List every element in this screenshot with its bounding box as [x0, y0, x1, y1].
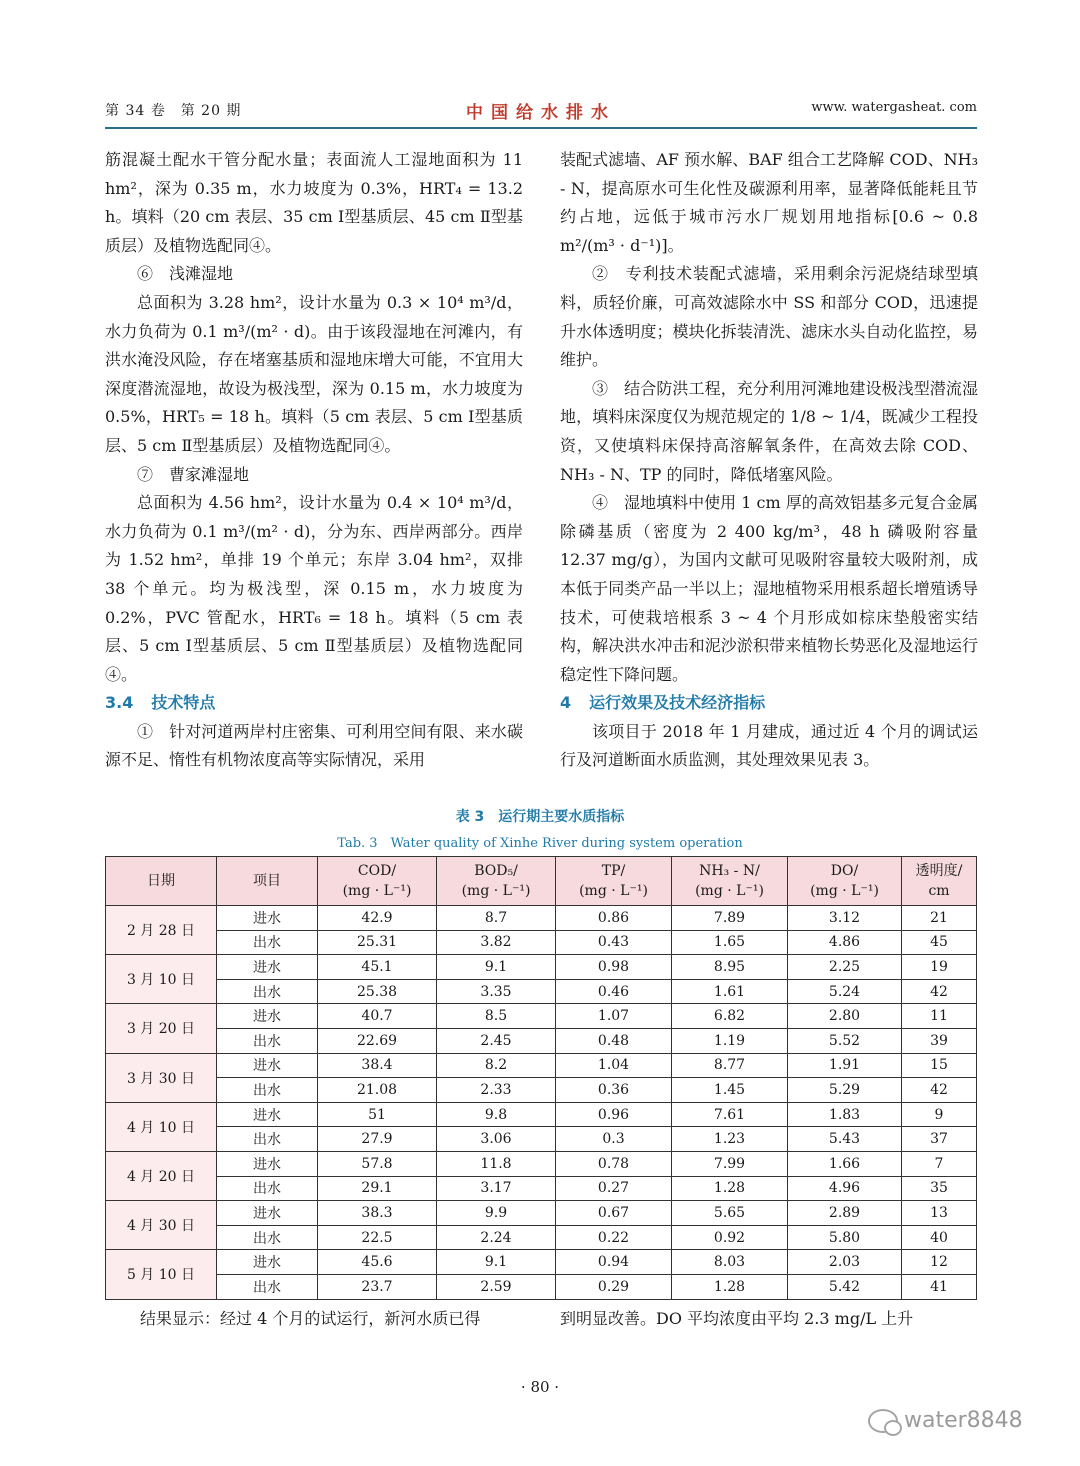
date-cell: 3 月 20 日 — [106, 1004, 217, 1053]
section-heading-3-4: 3.4 技术特点 — [105, 693, 216, 713]
value-cell: 57.8 — [318, 1151, 437, 1176]
value-cell: 25.38 — [318, 979, 437, 1004]
value-cell: 0.22 — [556, 1225, 672, 1250]
value-cell: 5.80 — [788, 1225, 902, 1250]
item-cell: 出水 — [217, 1028, 318, 1053]
header-date: 日期 — [106, 857, 217, 906]
watermark — [868, 1408, 1023, 1433]
value-cell: 5.52 — [788, 1028, 902, 1053]
paragraph: ① 针对河道两岸村庄密集、可利用空间有限、来水碳源不足、惰性有机物浓度高等实际情况，采用 — [105, 721, 523, 770]
table-row — [106, 1151, 977, 1176]
page-number: · 80 · — [520, 1378, 560, 1396]
value-cell: 1.65 — [672, 930, 788, 955]
table-caption-en: Tab. 3 Water quality of Xinhe River during system operation — [337, 836, 743, 851]
table-row — [106, 955, 977, 980]
value-cell: 42.9 — [318, 906, 437, 931]
value-cell: 0.43 — [556, 930, 672, 955]
value-cell: 9.1 — [437, 955, 556, 980]
value-cell: 1.61 — [672, 979, 788, 1004]
value-cell: 1.28 — [672, 1274, 788, 1299]
table-row — [106, 1053, 977, 1078]
item-cell: 进水 — [217, 906, 318, 931]
value-cell: 8.7 — [437, 906, 556, 931]
value-cell: 9.8 — [437, 1102, 556, 1127]
table-row — [106, 1078, 977, 1103]
value-cell: 4.96 — [788, 1176, 902, 1201]
value-cell: 1.83 — [788, 1102, 902, 1127]
table-row — [106, 1274, 977, 1299]
value-cell: 22.69 — [318, 1028, 437, 1053]
header-tp: TP/ (mg · L⁻¹) — [556, 857, 672, 906]
value-cell: 0.86 — [556, 906, 672, 931]
paragraph: 装配式滤墙、AF 预水解、BAF 组合工艺降解 COD、NH₃ - N，提高原水可生化性及碳源利用率，显著降低能耗且节约占地，远低于城市污水厂规划用地指标[0.6 ~ 0.8 m²/(m³ · d⁻¹)]。 — [560, 150, 978, 255]
value-cell: 41 — [902, 1274, 977, 1299]
paragraph: ② 专利技术装配式滤墙，采用剩余污泥烧结球型填料，质轻价廉，可高效滤除水中 SS 和部分 COD，迅速提升水体透明度；模块化拆装清洗、滤床水头自动化监控，易维护。 — [560, 264, 978, 370]
value-cell: 5.65 — [672, 1201, 788, 1226]
value-cell: 0.36 — [556, 1078, 672, 1103]
value-cell: 1.91 — [788, 1053, 902, 1078]
value-cell: 13 — [902, 1201, 977, 1226]
subheading-7: ⑦ 曹家滩湿地 — [137, 464, 250, 484]
value-cell: 8.77 — [672, 1053, 788, 1078]
item-cell: 出水 — [217, 1127, 318, 1152]
item-cell: 出水 — [217, 1176, 318, 1201]
header-bod5: BOD₅/ (mg · L⁻¹) — [437, 857, 556, 906]
item-cell: 出水 — [217, 1225, 318, 1250]
value-cell: 2.25 — [788, 955, 902, 980]
value-cell: 40.7 — [318, 1004, 437, 1029]
header-do: DO/ (mg · L⁻¹) — [788, 857, 902, 906]
value-cell: 1.19 — [672, 1028, 788, 1053]
value-cell: 0.29 — [556, 1274, 672, 1299]
value-cell: 29.1 — [318, 1176, 437, 1201]
item-cell: 进水 — [217, 955, 318, 980]
paragraph: 筋混凝土配水干管分配水量；表面流人工湿地面积为 11 hm²，深为 0.35 m，水力坡度为 0.3%，HRT₄ = 13.2 h。填料（20 cm 表层、35 cm Ⅰ型基质层、45 cm Ⅱ型基质层）及植物选配同④。 — [105, 150, 523, 255]
value-cell: 2.45 — [437, 1028, 556, 1053]
value-cell: 37 — [902, 1127, 977, 1152]
table-row — [106, 1102, 977, 1127]
value-cell: 0.96 — [556, 1102, 672, 1127]
table-row — [106, 1250, 977, 1275]
value-cell: 7.99 — [672, 1151, 788, 1176]
value-cell: 1.28 — [672, 1176, 788, 1201]
value-cell: 7.61 — [672, 1102, 788, 1127]
value-cell: 15 — [902, 1053, 977, 1078]
date-cell: 4 月 10 日 — [106, 1102, 217, 1151]
value-cell: 5.43 — [788, 1127, 902, 1152]
item-cell: 进水 — [217, 1053, 318, 1078]
paragraph: 总面积为 3.28 hm²，设计水量为 0.3 × 10⁴ m³/d，水力负荷为 0.1 m³/(m² · d)。由于该段湿地在河滩内，有洪水淹没风险，存在堵塞基质和湿地床增大可能，不宜用大深度潜流湿地，故设为极浅型，深为 0.15 m，水力坡度为 0.5%，HRT₅ = 18 h。填料（5 cm 表层、5 cm Ⅰ型基质层、5 cm Ⅱ型基质层）及植物选配同④。 — [105, 292, 523, 455]
value-cell: 0.46 — [556, 979, 672, 1004]
value-cell: 8.2 — [437, 1053, 556, 1078]
section-heading-4: 4 运行效果及技术经济指标 — [560, 693, 766, 713]
value-cell: 11.8 — [437, 1151, 556, 1176]
item-cell: 进水 — [217, 1102, 318, 1127]
value-cell: 9.9 — [437, 1201, 556, 1226]
value-cell: 12 — [902, 1250, 977, 1275]
value-cell: 2.89 — [788, 1201, 902, 1226]
left-column — [105, 146, 523, 775]
item-cell: 进水 — [217, 1201, 318, 1226]
value-cell: 23.7 — [318, 1274, 437, 1299]
value-cell: 0.48 — [556, 1028, 672, 1053]
watermark-text: water8848 — [904, 1408, 1023, 1433]
value-cell: 38.3 — [318, 1201, 437, 1226]
header-item: 项目 — [217, 857, 318, 906]
value-cell: 0.98 — [556, 955, 672, 980]
value-cell: 38.4 — [318, 1053, 437, 1078]
item-cell: 进水 — [217, 1250, 318, 1275]
right-column — [560, 146, 978, 775]
bottom-left-text: 结果显示：经过 4 个月的试运行，新河水质已得 — [140, 1309, 481, 1328]
journal-title: 中国给水排水 — [466, 103, 616, 123]
value-cell: 9.1 — [437, 1250, 556, 1275]
table-row — [106, 1225, 977, 1250]
value-cell: 7 — [902, 1151, 977, 1176]
value-cell: 40 — [902, 1225, 977, 1250]
value-cell: 0.78 — [556, 1151, 672, 1176]
table-body — [106, 906, 977, 1300]
value-cell: 42 — [902, 1078, 977, 1103]
value-cell: 7.89 — [672, 906, 788, 931]
value-cell: 8.03 — [672, 1250, 788, 1275]
item-cell: 出水 — [217, 979, 318, 1004]
table-row — [106, 1127, 977, 1152]
date-cell: 4 月 20 日 — [106, 1151, 217, 1200]
paragraph: ④ 湿地填料中使用 1 cm 厚的高效铝基多元复合金属除磷基质（密度为 2 400 kg/m³，48 h 磷吸附容量 12.37 mg/g），为国内文献可见吸附容量较大吸附剂，成本低于同类产品一半以上；湿地植物采用根系超长增殖诱导技术，可使栽培根系 3 ~ 4 个月形成如棕床垫般密实结构，解决洪水冲击和泥沙淤积带来植物长势恶化及湿地运行稳定性下降问题。 — [560, 493, 978, 684]
value-cell: 35 — [902, 1176, 977, 1201]
value-cell: 39 — [902, 1028, 977, 1053]
paragraph: 总面积为 4.56 hm²，设计水量为 0.4 × 10⁴ m³/d，水力负荷为 0.1 m³/(m² · d)，分为东、西岸两部分。西岸为 1.52 hm²，单排 19 个单元；东岸 3.04 hm²，双排 38 个单元。均为极浅型，深 0.15 m，水力坡度为 0.2%，PVC 管配水，HRT₆ = 18 h。填料（5 cm 表层、5 cm Ⅰ型基质层、5 cm Ⅱ型基质层）及植物选配同④。 — [105, 493, 523, 684]
item-cell: 出水 — [217, 1078, 318, 1103]
table-header-row — [106, 857, 977, 906]
value-cell: 1.45 — [672, 1078, 788, 1103]
value-cell: 9 — [902, 1102, 977, 1127]
value-cell: 1.07 — [556, 1004, 672, 1029]
value-cell: 2.80 — [788, 1004, 902, 1029]
running-header — [105, 100, 977, 126]
item-cell: 出水 — [217, 1274, 318, 1299]
value-cell: 19 — [902, 955, 977, 980]
table-row — [106, 1028, 977, 1053]
value-cell: 5.29 — [788, 1078, 902, 1103]
value-cell: 2.03 — [788, 1250, 902, 1275]
value-cell: 0.3 — [556, 1127, 672, 1152]
date-cell: 3 月 10 日 — [106, 955, 217, 1004]
table-row — [106, 1201, 977, 1226]
item-cell: 进水 — [217, 1151, 318, 1176]
table-row — [106, 1176, 977, 1201]
value-cell: 2.59 — [437, 1274, 556, 1299]
value-cell: 21.08 — [318, 1078, 437, 1103]
subheading-6: ⑥ 浅滩湿地 — [137, 264, 234, 284]
item-cell: 出水 — [217, 930, 318, 955]
value-cell: 3.17 — [437, 1176, 556, 1201]
header-rule — [105, 127, 977, 129]
value-cell: 0.67 — [556, 1201, 672, 1226]
value-cell: 0.94 — [556, 1250, 672, 1275]
header-nh3n: NH₃ - N/ (mg · L⁻¹) — [672, 857, 788, 906]
value-cell: 4.86 — [788, 930, 902, 955]
value-cell: 0.27 — [556, 1176, 672, 1201]
value-cell: 3.35 — [437, 979, 556, 1004]
value-cell: 5.24 — [788, 979, 902, 1004]
value-cell: 3.12 — [788, 906, 902, 931]
table-row — [106, 906, 977, 931]
journal-website[interactable]: www. watergasheat. com — [811, 100, 977, 115]
item-cell: 进水 — [217, 1004, 318, 1029]
value-cell: 1.66 — [788, 1151, 902, 1176]
value-cell: 45 — [902, 930, 977, 955]
date-cell: 3 月 30 日 — [106, 1053, 217, 1102]
volume-issue: 第 34 卷 第 20 期 — [105, 103, 242, 119]
value-cell: 8.95 — [672, 955, 788, 980]
value-cell: 11 — [902, 1004, 977, 1029]
table-row — [106, 1004, 977, 1029]
date-cell: 5 月 10 日 — [106, 1250, 217, 1299]
value-cell: 3.06 — [437, 1127, 556, 1152]
header-cod: COD/ (mg · L⁻¹) — [318, 857, 437, 906]
value-cell: 22.5 — [318, 1225, 437, 1250]
value-cell: 25.31 — [318, 930, 437, 955]
value-cell: 0.92 — [672, 1225, 788, 1250]
value-cell: 8.5 — [437, 1004, 556, 1029]
value-cell: 27.9 — [318, 1127, 437, 1152]
value-cell: 3.82 — [437, 930, 556, 955]
bottom-right-text: 到明显改善。DO 平均浓度由平均 2.3 mg/L 上升 — [560, 1309, 914, 1328]
paragraph: ③ 结合防洪工程，充分利用河滩地建设极浅型潜流湿地，填料床深度仅为规范规定的 1/8 ~ 1/4，既减少工程投资，又使填料床保持高溶解氧条件，在高效去除 COD、NH₃ - N、TP 的同时，降低堵塞风险。 — [560, 378, 978, 484]
value-cell: 5.42 — [788, 1274, 902, 1299]
table-caption-cn: 表 3 运行期主要水质指标 — [455, 809, 625, 825]
table-row — [106, 979, 977, 1004]
value-cell: 45.6 — [318, 1250, 437, 1275]
value-cell: 1.04 — [556, 1053, 672, 1078]
table-row — [106, 930, 977, 955]
date-cell: 2 月 28 日 — [106, 906, 217, 955]
value-cell: 2.24 — [437, 1225, 556, 1250]
value-cell: 2.33 — [437, 1078, 556, 1103]
value-cell: 1.23 — [672, 1127, 788, 1152]
value-cell: 42 — [902, 979, 977, 1004]
value-cell: 6.82 — [672, 1004, 788, 1029]
value-cell: 51 — [318, 1102, 437, 1127]
date-cell: 4 月 30 日 — [106, 1201, 217, 1250]
value-cell: 45.1 — [318, 955, 437, 980]
water-quality-table — [105, 856, 977, 1300]
paragraph: 该项目于 2018 年 1 月建成，通过近 4 个月的调试运行及河道断面水质监测，其处理效果见表 3。 — [560, 721, 978, 770]
value-cell: 21 — [902, 906, 977, 931]
header-transparency: 透明度/ cm — [902, 857, 977, 906]
wechat-icon — [868, 1409, 898, 1433]
